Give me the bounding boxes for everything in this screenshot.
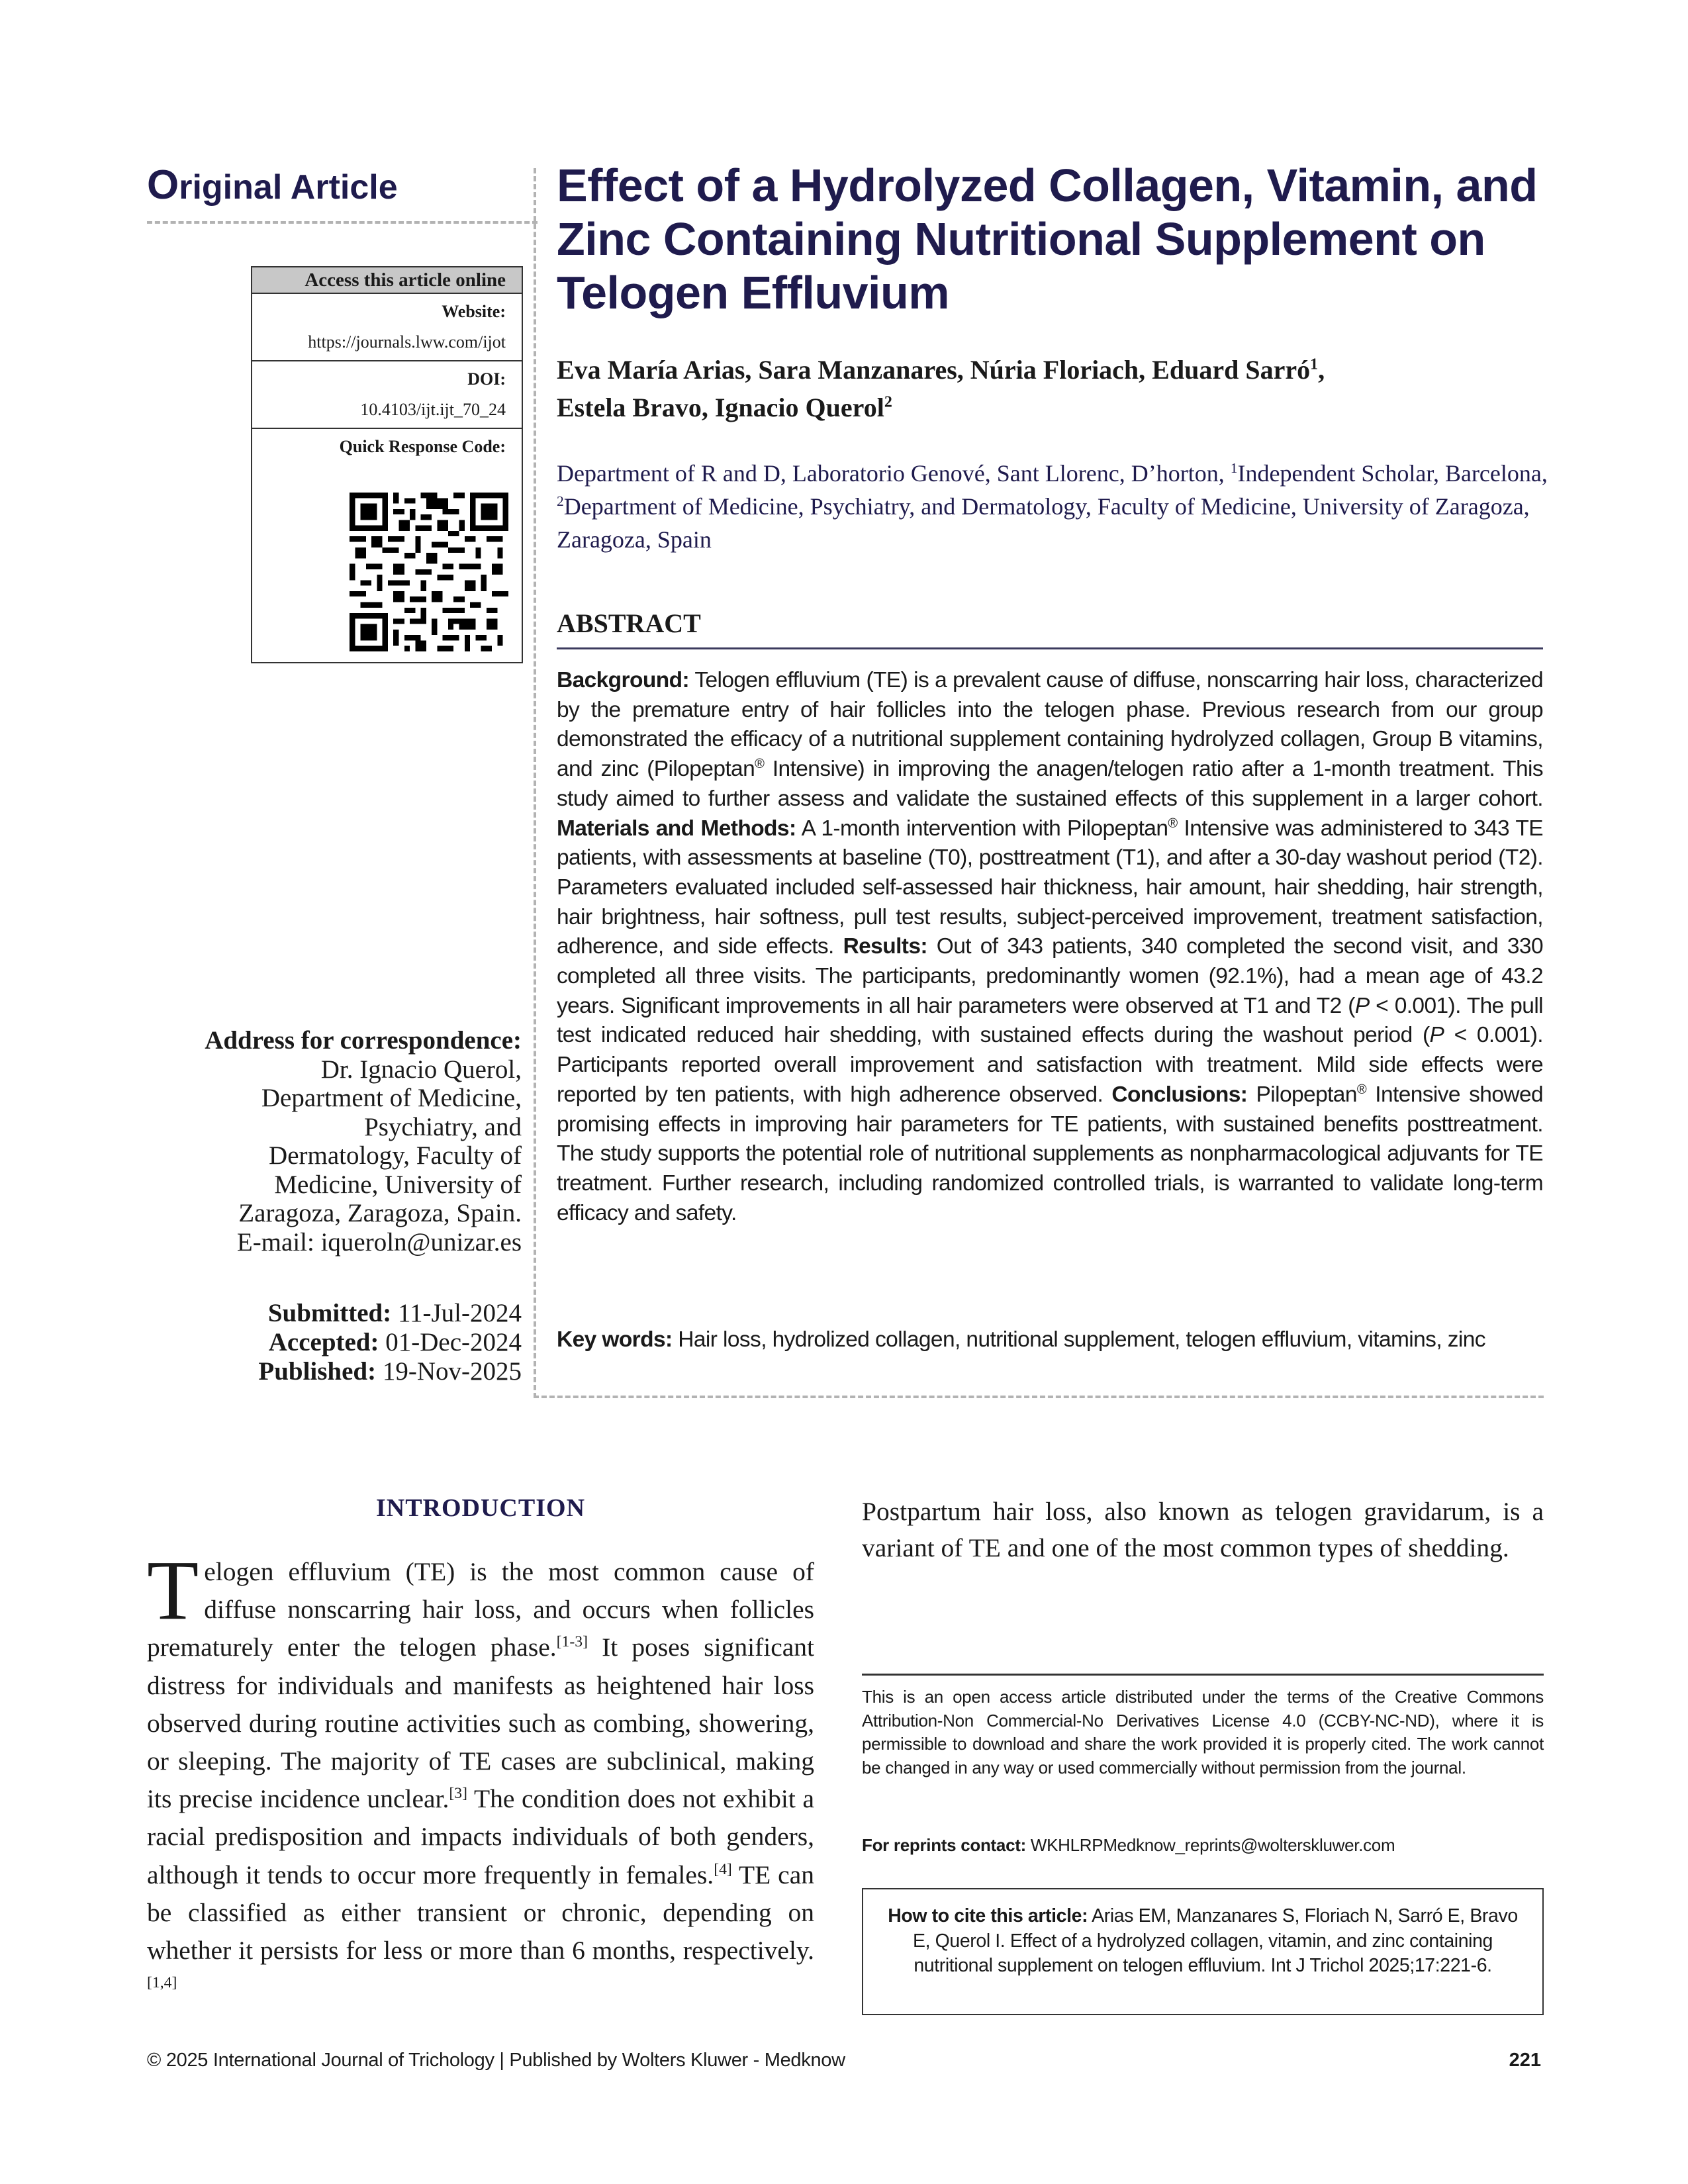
drop-cap: T: [147, 1543, 199, 1637]
affiliations: Department of R and D, Laboratorio Genové, Sant Llorenc, D’horton, $^1$Independent Scholar, Barcelona, $^2$Department of Medicine, Psychiatry, and Dermatology, Faculty of Medicine, University of Zaragoza, Zaragoza, Spain: [557, 460, 1548, 553]
footnote-rule: [862, 1674, 1544, 1676]
section-label: Original Article: [147, 162, 398, 208]
keywords: Key words: Hair loss, hydrolized collagen, nutritional supplement, telogen effluvium, vitamins, zinc: [557, 1327, 1485, 1352]
access-article-box: [251, 266, 523, 663]
published-date: Published: 19-Nov-2025: [258, 1357, 522, 1386]
reference-link[interactable]: [1,4]: [147, 1974, 177, 1992]
author-list: [557, 351, 1550, 426]
results-label: Results:: [843, 934, 927, 959]
website-cell: [252, 294, 522, 361]
correspondence-line: Medicine, University of: [274, 1170, 522, 1199]
citation-box: How to cite this article: Arias EM, Manzanares S, Floriach N, Sarró E, Bravo E, Querol I. Effect of a hydrolyzed collagen, vitamin, and zinc containing nutritional supplement on telogen effluvium. Int J Trichol 2025;17:221-6.: [862, 1888, 1544, 2015]
introduction-body: Telogen effluvium (TE) is the most common cause of diffuse nonscarring hair loss, and occurs when follicles prematurely enter the telogen phase.[1-3] It poses significant distress for individuals and manifests as heightened hair loss observed during routine activities such as combing, showering, or sleeping. The majority of TE cases are subclinical, making its precise incidence unclear.[3] The condition does not exhibit a racial predisposition and impacts individuals of both genders, although it tends to occur more frequently in females.[4] TE can be classified as either transient or chronic, depending on whether it persists for less or more than 6 months, respectively.[1,4]: [147, 1543, 814, 1992]
introduction-heading: INTRODUCTION: [375, 1494, 586, 1522]
correspondence-block: [147, 1026, 522, 1257]
access-box-heading: Access this article online: [252, 267, 522, 294]
introduction-continued: Postpartum hair loss, also known as telogen gravidarum, is a variant of TE and one of the most common types of shedding.: [862, 1497, 1544, 1562]
qr-label: Quick Response Code:: [339, 437, 506, 456]
correspondence-email[interactable]: E-mail: iqueroln@unizar.es: [236, 1227, 522, 1257]
correspondence-line: Zaragoza, Zaragoza, Spain.: [238, 1199, 522, 1227]
keywords-label: Key words:: [557, 1327, 673, 1352]
methods-label: Materials and Methods:: [557, 816, 796, 841]
article-dates: [147, 1299, 522, 1386]
qr-cell: [252, 429, 522, 462]
doi-label: DOI:: [467, 369, 506, 389]
author-line-2: Estela Bravo, Ignacio Querol$^2$: [557, 393, 892, 422]
correspondence-line: Department of Medicine,: [261, 1084, 522, 1112]
website-link[interactable]: https://journals.lww.com/ijot: [308, 332, 506, 352]
author-line-1: Eva María Arias, Sara Manzanares, Núria Floriach, Eduard Sarró$^1$,: [557, 355, 1325, 385]
correspondence-line: Dermatology, Faculty of: [269, 1141, 522, 1170]
footer-copyright: © 2025 International Journal of Trichology | Published by Wolters Kluwer - Medknow: [147, 2050, 845, 2071]
reference-link[interactable]: [1-3]: [556, 1633, 588, 1651]
abstract-body: Background: Telogen effluvium (TE) is a prevalent cause of diffuse, nonscarring hair loss, characterized by the premature entry of hair follicles into the telogen phase. Previous research from our group demonstrated the efficacy of a nutritional supplement containing hydrolyzed collagen, Group B vitamins, and zinc (Pilopeptan® Intensive) in improving the anagen/telogen ratio after a 1-month treatment. This study aimed to further assess and validate the sustained effects of this supplement in a larger cohort. Materials and Methods: A 1-month intervention with Pilopeptan® Intensive was administered to 343 TE patients, with assessments at baseline (T0), posttreatment (T1), and after a 30-day washout period (T2). Parameters evaluated included self-assessed hair thickness, hair amount, hair shedding, hair strength, hair brightness, hair softness, pull test results, subject-perceived improvement, treatment satisfaction, adherence, and side effects. Results: Out of 343 patients, 340 completed the second visit, and 330 completed all three visits. The participants, predominantly women (92.1%), had a mean age of 43.2 years. Significant improvements in all hair parameters were observed at T1 and T2 (P < 0.001). The pull test indicated reduced hair shedding, with sustained effects during the washout period (P < 0.001). Participants reported overall improvement and satisfaction with treatment. Mild side effects were reported by ten patients, with high adherence observed. Conclusions: Pilopeptan® Intensive showed promising effects in improving hair parameters for TE patients, with sustained benefits posttreatment. The study supports the potential role of nutritional supplements as nonpharmacological adjuvants for TE treatment. Further research, including randomized controlled trials, is warranted to validate long-term efficacy and safety.: [557, 668, 1544, 1225]
accepted-date: Accepted: 01-Dec-2024: [268, 1328, 522, 1356]
page-number: 221: [1509, 2050, 1541, 2071]
dashed-divider-bottom: [534, 1396, 1544, 1398]
abstract-heading: ABSTRACT: [557, 608, 701, 638]
reference-link[interactable]: [4]: [714, 1860, 732, 1878]
doi-cell: [252, 361, 522, 429]
qr-code-icon[interactable]: [350, 493, 508, 651]
correspondence-line: Dr. Ignacio Querol,: [320, 1055, 522, 1084]
dashed-divider-horizontal: [147, 221, 538, 224]
article-title: Effect of a Hydrolyzed Collagen, Vitamin, and Zinc Containing Nutritional Supplement on Telogen Effluvium: [557, 160, 1538, 318]
reprints-email[interactable]: WKHLRPMedknow_reprints@wolterskluwer.com: [1025, 1835, 1395, 1855]
reprints-contact: For reprints contact: WKHLRPMedknow_reprints@wolterskluwer.com: [862, 1835, 1395, 1855]
website-label: Website:: [442, 302, 506, 321]
dashed-divider-vertical: [534, 168, 536, 1398]
doi-link[interactable]: 10.4103/ijt.ijt_70_24: [360, 400, 506, 419]
submitted-date: Submitted: 11-Jul-2024: [267, 1299, 522, 1327]
citation-label: How to cite this article:: [888, 1905, 1088, 1926]
abstract-rule: [557, 647, 1543, 649]
open-access-notice: This is an open access article distributed under the terms of the Creative Commons Attribution-Non Commercial-No Derivatives License 4.0 (CCBY-NC-ND), where it is permissible to download and share the work provided it is properly cited. The work cannot be changed in any way or used commercially without permission from the journal.: [862, 1687, 1544, 1778]
correspondence-line: Psychiatry, and: [364, 1112, 522, 1141]
correspondence-label: Address for correspondence:: [205, 1026, 522, 1055]
background-label: Background:: [557, 668, 689, 692]
reference-link[interactable]: [3]: [449, 1785, 468, 1803]
conclusions-label: Conclusions:: [1111, 1082, 1248, 1107]
